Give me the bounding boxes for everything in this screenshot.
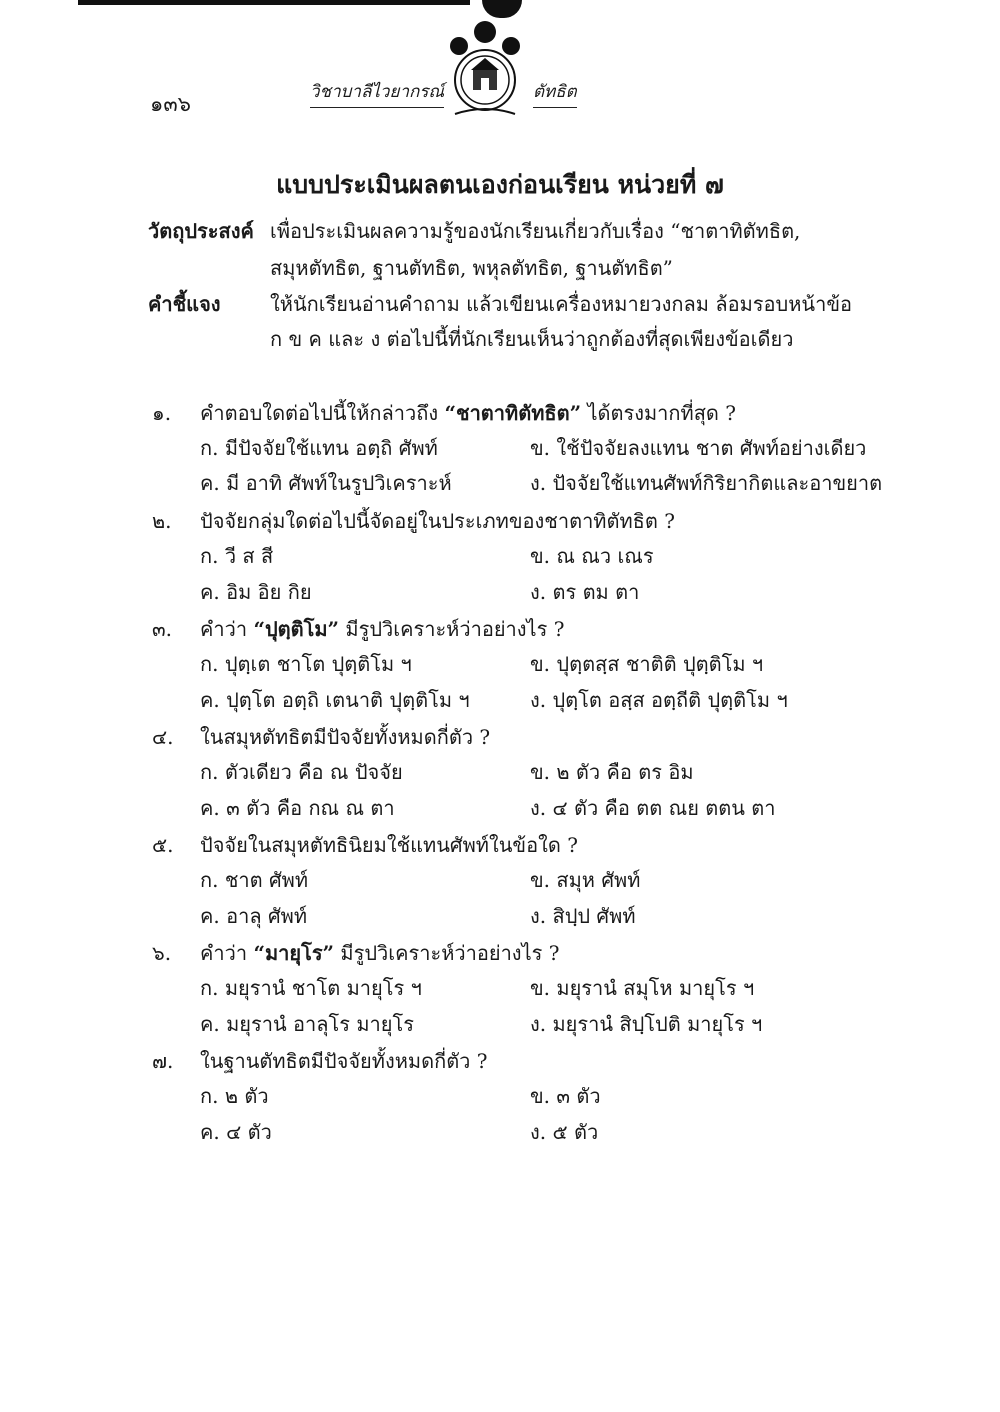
question-number: ๔. [152,725,174,749]
option-c[interactable]: ค. มยุรานํ อาลุโร มายุโร [200,1012,414,1036]
objective-line-1: เพื่อประเมินผลความรู้ของนักเรียนเกี่ยวกับเรื่อง “ชาตาทิตัทธิต, [270,219,801,243]
question-number: ๕. [152,833,174,857]
option-b[interactable]: ข. ๓ ตัว [530,1084,601,1108]
option-d[interactable]: ง. ปุตฺโต อสฺส อตฺถีติ ปุตฺติโม ฯ [530,688,788,712]
question-text: ปัจจัยในสมุหตัทธินิยมใช้แทนศัพท์ในข้อใด ? [200,833,578,857]
top-border-mark [482,0,522,18]
option-a[interactable]: ก. ตัวเดียว คือ ณ ปัจจัย [200,760,403,784]
option-a[interactable]: ก. มยุรานํ ชาโต มายุโร ฯ [200,976,422,1000]
option-c[interactable]: ค. ๓ ตัว คือ กณ ณ ตา [200,796,395,820]
instruction-line-1: ให้นักเรียนอ่านคำถาม แล้วเขียนเครื่องหมายวงกลม ล้อมรอบหน้าข้อ [270,292,853,316]
option-c[interactable]: ค. ๔ ตัว [200,1120,272,1144]
question-number: ๗. [152,1049,174,1073]
objective-line-2: สมุหตัทธิต, ฐานตัทธิต, พหุลตัทธิต, ฐานตัทธิต” [270,256,673,280]
option-c[interactable]: ค. ปุตฺโต อตฺถิ เตนาติ ปุตฺติโม ฯ [200,688,470,712]
option-a[interactable]: ก. มีปัจจัยใช้แทน อตฺถิ ศัพท์ [200,436,438,460]
option-a[interactable]: ก. วี ส สี [200,544,274,568]
question-number: ๓. [152,617,173,641]
option-b[interactable]: ข. ๒ ตัว คือ ตร อิม [530,760,694,784]
option-b[interactable]: ข. ใช้ปัจจัยลงแทน ชาต ศัพท์อย่างเดียว [530,436,867,460]
question-number: ๑. [152,401,172,425]
question-text: ปัจจัยกลุ่มใดต่อไปนี้จัดอยู่ในประเภทของชาตาทิตัทธิต ? [200,509,675,533]
option-d[interactable]: ง. ๔ ตัว คือ ตต ณย ตตน ตา [530,796,776,820]
question-text: คำตอบใดต่อไปนี้ให้กล่าวถึง “ชาตาทิตัทธิต” ได้ตรงมากที่สุด ? [200,401,736,425]
question-text: ในฐานตัทธิตมีปัจจัยทั้งหมดกี่ตัว ? [200,1049,488,1073]
option-b[interactable]: ข. ปุตฺตสฺส ชาติติ ปุตฺติโม ฯ [530,652,764,676]
option-d[interactable]: ง. ตร ตม ตา [530,580,640,604]
option-b[interactable]: ข. มยุรานํ สมุโห มายุโร ฯ [530,976,755,1000]
question-number: ๖. [152,941,172,965]
option-c[interactable]: ค. อาลุ ศัพท์ [200,904,308,928]
institution-seal-icon [445,18,525,118]
running-chapter: ตัทธิต [533,78,577,108]
running-title: วิชาบาลีไวยากรณ์ [310,78,444,108]
option-d[interactable]: ง. ๕ ตัว [530,1120,599,1144]
option-b[interactable]: ข. สมุห ศัพท์ [530,868,641,892]
question-text: คำว่า “ปุตฺติโม” มีรูปวิเคราะห์ว่าอย่างไร ? [200,617,565,641]
option-c[interactable]: ค. มี อาทิ ศัพท์ในรูปวิเคราะห์ [200,471,452,495]
question-text: ในสมุหตัทธิตมีปัจจัยทั้งหมดกี่ตัว ? [200,725,491,749]
top-border-line [78,0,470,5]
instruction-label: คำชี้แจง [148,292,221,316]
option-d[interactable]: ง. สิปฺป ศัพท์ [530,904,636,928]
objective-label: วัตถุประสงค์ [148,219,254,243]
option-d[interactable]: ง. ปัจจัยใช้แทนศัพท์กิริยากิตและอาขยาต [530,471,883,495]
option-c[interactable]: ค. อิม อิย กิย [200,580,312,604]
option-a[interactable]: ก. ๒ ตัว [200,1084,269,1108]
option-b[interactable]: ข. ณ ณว เณร [530,544,654,568]
question-number: ๒. [152,509,172,533]
page-number: ๑๓๖ [150,92,192,116]
page-heading: แบบประเมินผลตนเองก่อนเรียน หน่วยที่ ๗ [276,170,724,199]
option-a[interactable]: ก. ปุตฺเต ชาโต ปุตฺติโม ฯ [200,652,412,676]
instruction-line-2: ก ข ค และ ง ต่อไปนี้ที่นักเรียนเห็นว่าถูกต้องที่สุดเพียงข้อเดียว [270,327,794,351]
option-d[interactable]: ง. มยุรานํ สิปฺโปติ มายุโร ฯ [530,1012,763,1036]
question-text: คำว่า “มายุโร” มีรูปวิเคราะห์ว่าอย่างไร ? [200,941,560,965]
option-a[interactable]: ก. ชาต ศัพท์ [200,868,309,892]
